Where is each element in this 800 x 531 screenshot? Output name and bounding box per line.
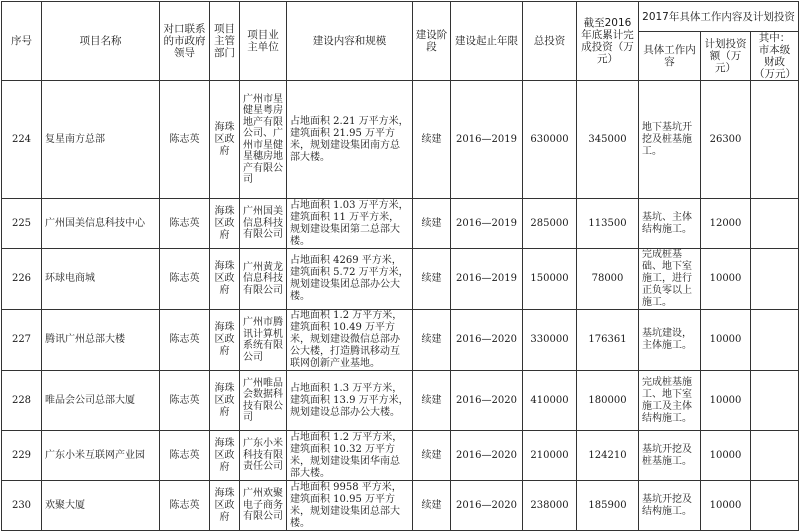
cell-leader: 陈志英 <box>160 431 210 481</box>
cell-leader: 陈志英 <box>160 310 210 371</box>
cell-seq: 229 <box>2 431 42 481</box>
cell-planned: 12000 <box>701 199 751 249</box>
cell-project-name: 广州国美信息科技中心 <box>42 199 160 249</box>
cell-period: 2016—2019 <box>451 81 523 199</box>
cell-work: 基坑、主体结构施工。 <box>639 199 701 249</box>
header-plan-2017: 2017年具体工作内容及计划投资 <box>639 2 799 32</box>
cell-city-fiscal <box>751 199 799 249</box>
cell-content: 占地面积 9958 平方米，建筑面积 10.95 万平方米，规划建设集团总部大楼。 <box>287 481 413 531</box>
cell-content: 占地面积 1.2 万平方米，建筑面积 10.49 万平方米，规划建设微信总部办公大楼，打造腾讯移动互联网创新产业基地。 <box>287 310 413 371</box>
cell-dept: 海珠区政府 <box>210 481 240 531</box>
cell-city-fiscal <box>751 431 799 481</box>
cell-dept: 海珠区政府 <box>210 199 240 249</box>
cell-content: 占地面积 1.3 万平方米，建筑面积 13.9 万平方米，规划建设总部办公大楼。 <box>287 371 413 431</box>
cell-project-name: 广东小米互联网产业园 <box>42 431 160 481</box>
table-row <box>2 81 799 199</box>
cell-seq: 228 <box>2 371 42 431</box>
table-row <box>2 249 799 310</box>
cell-planned: 26300 <box>701 81 751 199</box>
cell-cumulative: 78000 <box>577 249 639 310</box>
cell-period: 2016—2019 <box>451 199 523 249</box>
cell-total: 210000 <box>523 431 577 481</box>
cell-project-name: 复星南方总部 <box>42 81 160 199</box>
cell-owner: 广州唯品会数据科技有限公司 <box>240 371 287 431</box>
cell-period: 2016—2020 <box>451 431 523 481</box>
cell-planned: 10000 <box>701 371 751 431</box>
cell-total: 630000 <box>523 81 577 199</box>
cell-city-fiscal <box>751 371 799 431</box>
cell-planned: 10000 <box>701 310 751 371</box>
cell-seq: 230 <box>2 481 42 531</box>
cell-owner: 广州国美信息科技有限公司 <box>240 199 287 249</box>
cell-stage: 续建 <box>413 81 451 199</box>
cell-stage: 续建 <box>413 481 451 531</box>
table-row <box>2 431 799 481</box>
cell-content: 占地面积 2.21 万平方米，建筑面积 21.95 万平方米，规划建设集团南方总部大楼。 <box>287 81 413 199</box>
cell-period: 2016—2020 <box>451 481 523 531</box>
header-cumulative: 截至2016年底累计完成投资（万元） <box>577 2 639 81</box>
cell-work: 基坑开挖及桩基施工。 <box>639 431 701 481</box>
cell-work: 地下基坑开挖及桩基施工。 <box>639 81 701 199</box>
cell-cumulative: 185900 <box>577 481 639 531</box>
cell-seq: 224 <box>2 81 42 199</box>
header-leader: 对口联系的市政府领导 <box>160 2 210 81</box>
cell-project-name: 环球电商城 <box>42 249 160 310</box>
cell-seq: 227 <box>2 310 42 371</box>
cell-project-name: 腾讯广州总部大楼 <box>42 310 160 371</box>
cell-city-fiscal <box>751 310 799 371</box>
cell-content: 占地面积 1.03 万平方米，建筑面积 11 万平方米，规划建设集团第二总部大楼。 <box>287 199 413 249</box>
header-planned: 计划投资额（万元） <box>701 32 751 81</box>
cell-dept: 海珠区政府 <box>210 249 240 310</box>
cell-period: 2016—2020 <box>451 371 523 431</box>
table-row <box>2 481 799 531</box>
cell-cumulative: 176361 <box>577 310 639 371</box>
cell-dept: 海珠区政府 <box>210 310 240 371</box>
cell-total: 330000 <box>523 310 577 371</box>
cell-stage: 续建 <box>413 310 451 371</box>
cell-period: 2016—2019 <box>451 249 523 310</box>
cell-work: 完成桩基础、地下室施工，进行正负零以上施工。 <box>639 249 701 310</box>
cell-planned: 10000 <box>701 431 751 481</box>
cell-stage: 续建 <box>413 431 451 481</box>
header-seq: 序号 <box>2 2 42 81</box>
cell-dept: 海珠区政府 <box>210 81 240 199</box>
cell-owner: 广州市腾讯计算机系统有限公司 <box>240 310 287 371</box>
cell-content: 占地面积 1.2 万平方米，建筑面积 10.32 万平方米，规划建设集团华南总部大楼。 <box>287 431 413 481</box>
project-table <box>1 1 799 531</box>
cell-leader: 陈志英 <box>160 81 210 199</box>
cell-owner: 广州黄龙信息科技有限公司 <box>240 249 287 310</box>
header-city-fiscal: 其中：市本级财政（万元） <box>751 32 799 81</box>
cell-owner: 广州欢聚电子商务有限公司 <box>240 481 287 531</box>
cell-seq: 225 <box>2 199 42 249</box>
cell-stage: 续建 <box>413 199 451 249</box>
cell-cumulative: 113500 <box>577 199 639 249</box>
cell-total: 285000 <box>523 199 577 249</box>
header-owner: 项目业主单位 <box>240 2 287 81</box>
cell-total: 238000 <box>523 481 577 531</box>
cell-city-fiscal <box>751 249 799 310</box>
cell-stage: 续建 <box>413 371 451 431</box>
header-period: 建设起止年限 <box>451 2 523 81</box>
cell-total: 150000 <box>523 249 577 310</box>
cell-project-name: 唯品会公司总部大厦 <box>42 371 160 431</box>
cell-city-fiscal <box>751 481 799 531</box>
cell-dept: 海珠区政府 <box>210 431 240 481</box>
cell-project-name: 欢聚大厦 <box>42 481 160 531</box>
cell-content: 占地面积 4269 平方米，建筑面积 5.72 万平方米，规划建设集团总部办公大楼。 <box>287 249 413 310</box>
cell-owner: 广东小米科技有限责任公司 <box>240 431 287 481</box>
cell-leader: 陈志英 <box>160 481 210 531</box>
table-row <box>2 371 799 431</box>
table-row <box>2 199 799 249</box>
cell-work: 完成桩基施工、地下室施工及主体结构施工。 <box>639 371 701 431</box>
header-stage: 建设阶段 <box>413 2 451 81</box>
header-work: 具体工作内容 <box>639 32 701 81</box>
cell-planned: 10000 <box>701 249 751 310</box>
cell-leader: 陈志英 <box>160 249 210 310</box>
cell-stage: 续建 <box>413 249 451 310</box>
cell-planned: 10000 <box>701 481 751 531</box>
cell-owner: 广州市星健星粤房地产有限公司、广州市星健星穗房地产有限公司 <box>240 81 287 199</box>
header-dept: 项目主管部门 <box>210 2 240 81</box>
cell-cumulative: 180000 <box>577 371 639 431</box>
cell-work: 基坑开挖及结构施工。 <box>639 481 701 531</box>
header-content: 建设内容和规模 <box>287 2 413 81</box>
cell-total: 410000 <box>523 371 577 431</box>
cell-cumulative: 345000 <box>577 81 639 199</box>
cell-dept: 海珠区政府 <box>210 371 240 431</box>
cell-cumulative: 124210 <box>577 431 639 481</box>
cell-city-fiscal <box>751 81 799 199</box>
cell-leader: 陈志英 <box>160 199 210 249</box>
cell-work: 基坑建设，主体施工。 <box>639 310 701 371</box>
cell-leader: 陈志英 <box>160 371 210 431</box>
header-project-name: 项目名称 <box>42 2 160 81</box>
header-total: 总投资 <box>523 2 577 81</box>
table-row <box>2 310 799 371</box>
cell-period: 2016—2020 <box>451 310 523 371</box>
cell-seq: 226 <box>2 249 42 310</box>
